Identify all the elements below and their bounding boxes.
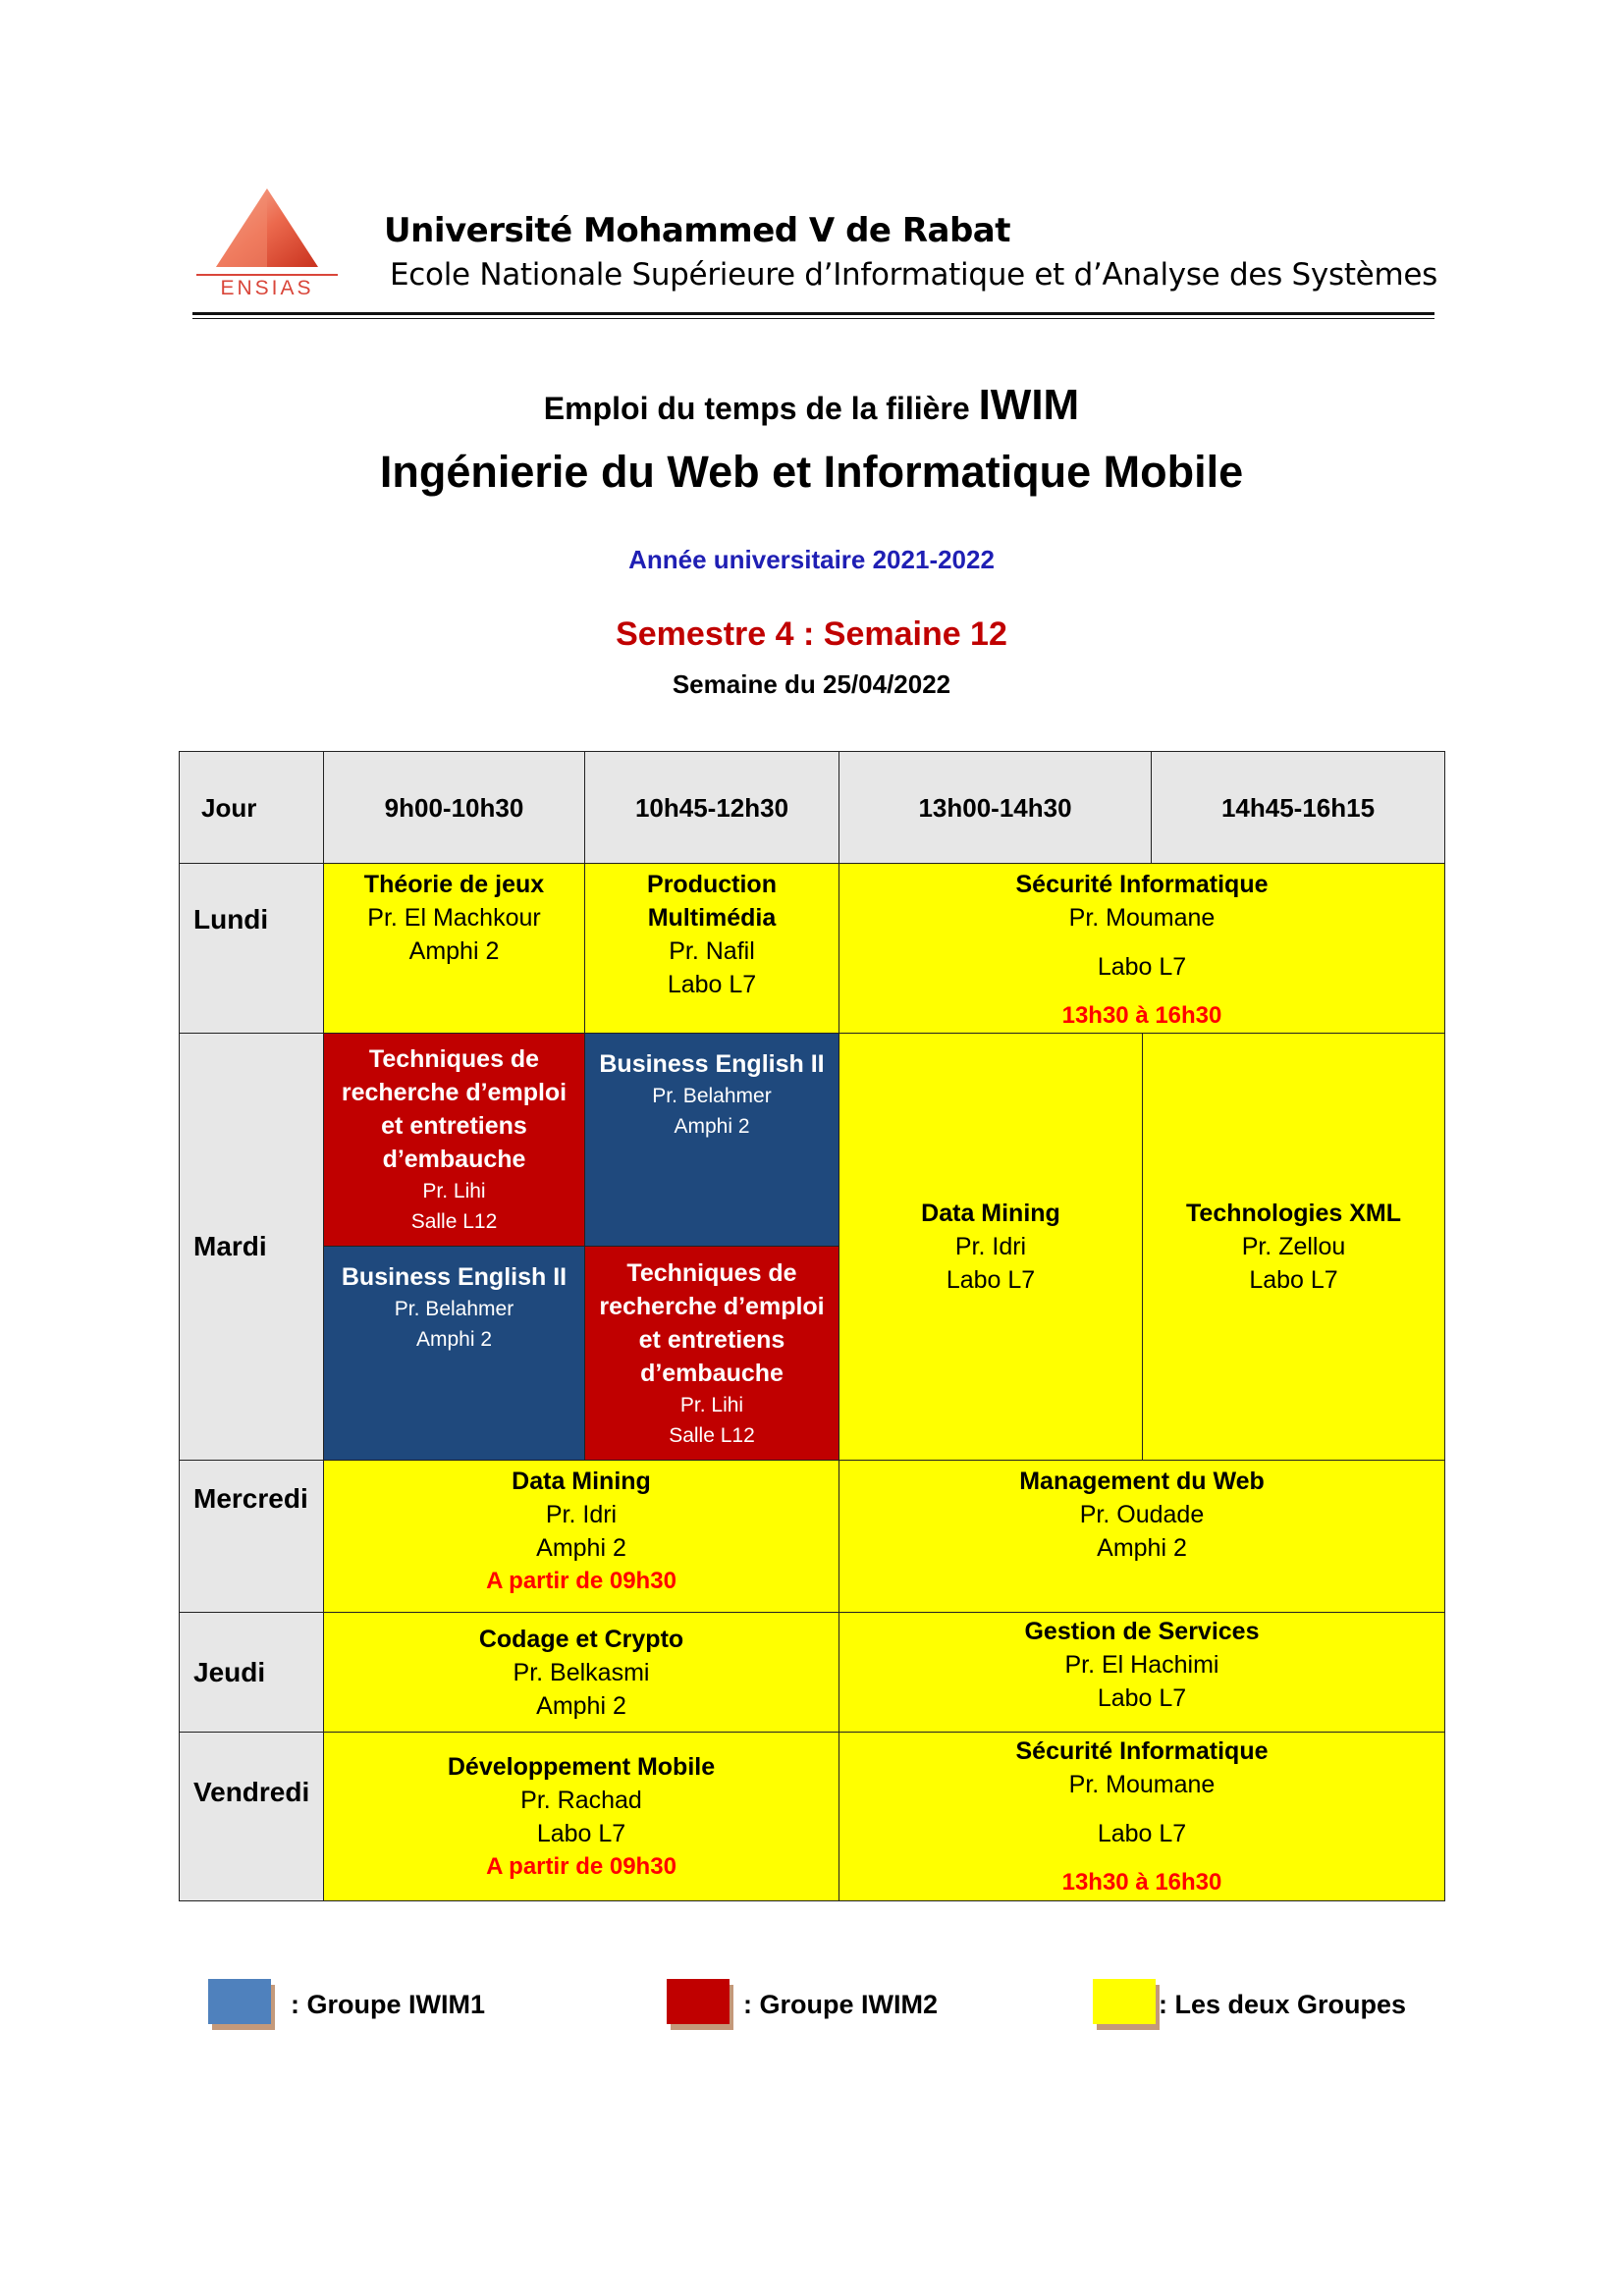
jeudi-afternoon [839, 1612, 1445, 1733]
professor: Pr. Moumane [1068, 1771, 1216, 1798]
legend-label-iwim1: : Groupe IWIM1 [291, 1990, 485, 2019]
time-note: A partir de 09h30 [486, 1852, 676, 1880]
professor: Pr. Belahmer [394, 1298, 514, 1320]
subject: Sécurité Informatique [1015, 871, 1269, 898]
university-name: Université Mohammed V de Rabat [384, 211, 1010, 250]
header-day: Jour [179, 751, 324, 864]
mardi-iwim2-slot-1 [323, 1033, 585, 1247]
academic-year: Année universitaire 2021-2022 [628, 545, 995, 574]
legend-swatch-iwim1 [208, 1979, 271, 2024]
mardi-slot-4 [1142, 1033, 1445, 1461]
room: Salle L12 [410, 1210, 498, 1233]
day-mardi: Mardi [179, 1033, 324, 1461]
subject: recherche d’emploi [599, 1292, 825, 1320]
subject: recherche d’emploi [341, 1079, 568, 1106]
subject: Gestion de Services [1024, 1618, 1260, 1645]
day-mercredi: Mercredi [179, 1460, 324, 1613]
room: Amphi 2 [536, 1534, 626, 1562]
subject: et entretiens [381, 1112, 527, 1140]
jeudi-morning [323, 1612, 839, 1733]
subject: Développement Mobile [447, 1752, 716, 1781]
semester-week: Semestre 4 : Semaine 12 [616, 615, 1007, 653]
subject: Production [647, 871, 777, 898]
day-vendredi: Vendredi [179, 1732, 324, 1901]
week-date: Semaine du 25/04/2022 [672, 669, 951, 699]
header-divider-thin [192, 318, 1434, 319]
professor: Pr. Belahmer [652, 1085, 772, 1107]
mercredi-afternoon [839, 1460, 1445, 1613]
legend-label-iwim2: : Groupe IWIM2 [743, 1990, 938, 2019]
professor: Pr. Lihi [679, 1393, 744, 1416]
lundi-slot-1 [323, 863, 585, 1034]
subject: d’embauche [640, 1359, 784, 1387]
room: Amphi 2 [536, 1691, 626, 1720]
mardi-slot-3 [839, 1033, 1143, 1461]
subject: Technologies XML [1186, 1200, 1401, 1227]
time-note: 13h30 à 16h30 [1061, 1002, 1222, 1029]
header-slot-2: 10h45-12h30 [584, 751, 839, 864]
professor: Pr. El Hachimi [1064, 1651, 1219, 1679]
vendredi-morning [323, 1732, 839, 1901]
subject: Théorie de jeux [363, 871, 545, 898]
professor: Pr. Moumane [1068, 904, 1216, 932]
professor: Pr. Zellou [1241, 1233, 1346, 1260]
mardi-iwim2-slot-2 [584, 1246, 839, 1461]
professor: Pr. Oudade [1079, 1501, 1205, 1528]
ensias-logo [192, 185, 342, 300]
professor: Pr. Idri [545, 1501, 618, 1528]
room: Amphi 2 [1097, 1534, 1187, 1562]
room: Labo L7 [1249, 1266, 1338, 1294]
subject: Management du Web [1019, 1468, 1265, 1495]
professor: Pr. Belkasmi [513, 1658, 650, 1686]
room: Labo L7 [1097, 953, 1187, 981]
subject: Sécurité Informatique [1015, 1737, 1269, 1765]
professor: Pr. Nafil [669, 937, 755, 965]
room: Amphi 2 [415, 1328, 493, 1351]
timetable-title [0, 381, 1623, 430]
room: Amphi 2 [408, 937, 500, 965]
room: Amphi 2 [674, 1115, 750, 1138]
subject: Data Mining [921, 1200, 1060, 1227]
mercredi-morning [323, 1460, 839, 1613]
subject: Multimédia [647, 904, 777, 932]
professor: Pr. El Machkour [367, 904, 541, 932]
lundi-slot-2 [584, 863, 839, 1034]
header-divider [192, 312, 1434, 315]
logo-text: ENSIAS [220, 277, 314, 299]
day-lundi: Lundi [179, 863, 324, 1034]
title-prefix: Emploi du temps de la filière [543, 391, 970, 426]
header-slot-1: 9h00-10h30 [323, 751, 585, 864]
legend-swatch-both [1093, 1979, 1156, 2024]
room: Labo L7 [536, 1819, 626, 1847]
program-code: IWIM [978, 381, 1080, 429]
mardi-iwim1-slot-2 [584, 1033, 839, 1247]
time-note: 13h30 à 16h30 [1061, 1869, 1222, 1896]
room: Labo L7 [1097, 1684, 1187, 1712]
time-note: A partir de 09h30 [486, 1568, 676, 1594]
subject: Data Mining [512, 1468, 651, 1495]
lundi-afternoon [839, 863, 1445, 1034]
subject: d’embauche [382, 1146, 526, 1173]
legend-label-both: : Les deux Groupes [1159, 1990, 1407, 2019]
program-name: Ingénierie du Web et Informatique Mobile [379, 447, 1244, 497]
school-name: Ecole Nationale Supérieure d’Informatique et d’Analyse des Systèmes [390, 257, 1437, 293]
subject: Business English II [599, 1050, 825, 1078]
vendredi-afternoon [839, 1732, 1445, 1901]
room: Labo L7 [667, 971, 757, 998]
legend-swatch-iwim2 [667, 1979, 730, 2024]
professor: Pr. Lihi [422, 1180, 486, 1202]
subject: Codage et Crypto [478, 1625, 684, 1653]
room: Labo L7 [1097, 1820, 1187, 1847]
room: Salle L12 [669, 1423, 755, 1447]
day-jeudi: Jeudi [179, 1612, 324, 1733]
subject: et entretiens [638, 1325, 785, 1354]
professor: Pr. Rachad [520, 1786, 642, 1814]
subject: Business English II [341, 1263, 568, 1291]
mardi-iwim1-slot-1 [323, 1246, 585, 1461]
header-slot-4: 14h45-16h15 [1151, 751, 1445, 864]
header-slot-3: 13h00-14h30 [839, 751, 1152, 864]
professor: Pr. Idri [954, 1233, 1027, 1260]
subject: Techniques de [626, 1258, 797, 1287]
room: Labo L7 [946, 1266, 1036, 1294]
subject: Techniques de [368, 1045, 540, 1073]
